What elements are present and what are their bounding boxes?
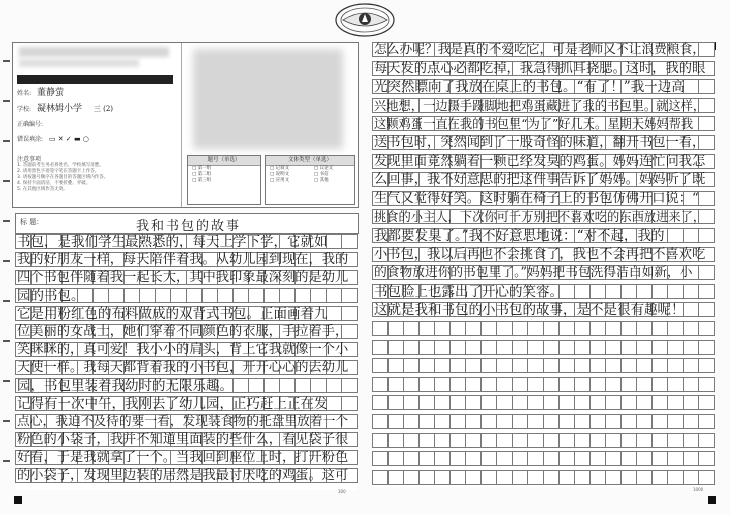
timing-mark (3, 420, 10, 422)
grid-cell (698, 340, 714, 355)
grid-cell (574, 358, 590, 373)
grid-cell (590, 414, 606, 429)
exam-id-panel (183, 43, 358, 207)
school-name: 凝林姆小学 (36, 104, 82, 114)
grid-cell (590, 451, 606, 466)
grid-cell (512, 321, 528, 336)
grid-cell (652, 395, 668, 410)
writing-grid-left (15, 234, 357, 490)
grid-cell (574, 340, 590, 355)
grid-cell (621, 358, 637, 373)
handwriting-line: 记得有一次中午，我刚去了幼儿园，正巧赶上正在发 (17, 396, 328, 412)
grid-cell (512, 433, 528, 448)
grid-cell (465, 340, 481, 355)
grid-cell (419, 395, 435, 410)
grid-cell (388, 340, 404, 355)
notice-title: 注意事项 (17, 156, 42, 163)
grid-cell (527, 340, 543, 355)
grid-cell (543, 395, 559, 410)
grid-cell (652, 321, 668, 336)
grid-cell (605, 321, 621, 336)
grid-cell (481, 451, 497, 466)
grid-cell (667, 358, 683, 373)
grid-cell (527, 358, 543, 373)
grid-cell (698, 451, 714, 466)
grid-cell (574, 395, 590, 410)
handwriting-line: 园，书包里装着我幼时的无限乐趣。 (17, 378, 233, 394)
grid-cell (403, 377, 419, 392)
student-info-box (12, 42, 359, 208)
handwriting-line: 这就是我和书包的小书包的故事，是不是很有趣呢！ (374, 302, 685, 319)
grid-cell (388, 470, 404, 485)
grid-cell (481, 377, 497, 392)
page-counter: 300 (338, 489, 346, 494)
grid-cell (403, 395, 419, 410)
grid-cell (574, 377, 590, 392)
writing-grid-right (372, 42, 714, 487)
handwriting-line: 园的书包。 (17, 288, 85, 304)
grid-cell (419, 433, 435, 448)
timing-mark (3, 140, 10, 142)
handwriting-line: 书包，是我们学生最熟悉的，每天上学下学，它就如 (17, 234, 328, 250)
grid-cell (698, 470, 714, 485)
grid-cell (419, 470, 435, 485)
group-option[interactable]: □ 第二组 (192, 172, 212, 177)
handwriting-line: 挑食的小主人，下次你可千万别把不喜欢吃的东西放进来了， (374, 210, 706, 225)
grid-cell (419, 451, 435, 466)
handwriting-line: 这颗鸡蛋一直在我的书包里“为了”好几天。星期天妈妈帮我 (374, 117, 694, 132)
grid-cell (543, 377, 559, 392)
handwriting-line: 四个书包伴随着我一起长大，其中我印象最深刻的是幼儿 (17, 270, 349, 285)
wrong-fill-row (17, 133, 89, 145)
grid-cell (434, 414, 450, 429)
student-info-panel (13, 43, 182, 207)
grid-cell (559, 340, 575, 355)
grid-cell (450, 321, 466, 336)
grid-cell (403, 470, 419, 485)
grid-cell (450, 395, 466, 410)
handwriting-line: 粉色的小袋子，我并不知道里面装的些什么，看见袋子很 (17, 432, 349, 447)
grid-cell (605, 377, 621, 392)
grid-cell (512, 451, 528, 466)
grid-cell (667, 340, 683, 355)
grid-cell (465, 377, 481, 392)
grid-cell (419, 414, 435, 429)
grid-cell (434, 321, 450, 336)
grid-cell (590, 470, 606, 485)
registration-mark (708, 496, 716, 504)
grid-cell (527, 414, 543, 429)
barcode-strip (17, 75, 173, 84)
grid-cell (450, 451, 466, 466)
grid-cell (543, 470, 559, 485)
name-label: 姓名: (17, 90, 32, 97)
grid-cell (559, 414, 575, 429)
grid-cell (403, 340, 419, 355)
grid-cell (496, 451, 512, 466)
grid-cell (605, 414, 621, 429)
handwriting-line: 我的好朋友一样，每天陪伴着我。从幼儿园到现在，我的 (17, 252, 349, 267)
grid-cell (465, 433, 481, 448)
timing-mark (3, 380, 10, 382)
grid-cell (403, 451, 419, 466)
grid-cell (450, 470, 466, 485)
grid-cell (590, 377, 606, 392)
timing-mark (3, 260, 10, 262)
school-emblem-icon (335, 2, 395, 38)
handwriting-line: 天使一样。我每天都背着我的小书包，开开心心的去幼儿 (17, 360, 349, 375)
grid-cell (667, 395, 683, 410)
grid-cell (450, 414, 466, 429)
school-label: 学校: (17, 106, 32, 113)
grid-cell (574, 470, 590, 485)
handwriting-line: 位美丽的女战士，她们穿着不同颜色的衣服，手拉着手， (17, 324, 349, 339)
notice-line: 4. 保持卡面清洁，不要折叠、弄破。 (17, 181, 91, 186)
grid-cell (388, 433, 404, 448)
grid-cell (667, 321, 683, 336)
grid-cell (590, 395, 606, 410)
grid-cell (481, 433, 497, 448)
grid-cell (621, 321, 637, 336)
grid-cell (574, 321, 590, 336)
grid-cell (496, 470, 512, 485)
handwriting-line: 送书包时，突然闻到了一股奇怪的味道，翻开书包一看， (374, 135, 706, 150)
group-option[interactable]: □ 第三组 (192, 178, 212, 183)
handwriting-line: 小书包，我以后再也不会挑食了，我也不会再把不喜欢吃 (374, 246, 706, 262)
grid-cell (683, 433, 699, 448)
grid-cell (559, 451, 575, 466)
grid-cell (667, 433, 683, 448)
genre-option[interactable]: □ 议论文 (314, 166, 334, 171)
grid-cell (636, 377, 652, 392)
grid-cell (652, 433, 668, 448)
redacted-area (19, 59, 139, 67)
grid-cell (450, 358, 466, 373)
handwriting-line: 笑眯眯的，真可爱！我小小的肩头，背上它我就像一个小 (17, 342, 349, 357)
student-name: 董静萤 (36, 88, 64, 98)
grid-cell (512, 470, 528, 485)
page-counter: 1000 (693, 487, 704, 492)
grid-cell (434, 433, 450, 448)
school-row (17, 103, 113, 115)
grid-cell (372, 358, 388, 373)
handwriting-line: 好看，于是我就拿了一个。当我回到座位上时，打开粉色 (17, 450, 349, 465)
grid-cell (372, 433, 388, 448)
group-option[interactable]: □ 第一组 (192, 166, 212, 171)
grid-cell (434, 358, 450, 373)
grid-cell (667, 414, 683, 429)
grid-cell (667, 451, 683, 466)
grid-cell (543, 358, 559, 373)
handwriting-line: 点心，我迫不及待的要一看，发现装食物的托盘里放着一个 (17, 414, 349, 429)
timing-mark (3, 60, 10, 62)
grid-cell (481, 340, 497, 355)
grid-cell (683, 377, 699, 392)
genre-option[interactable]: □ 书信 (314, 172, 329, 177)
grid-cell (621, 414, 637, 429)
genre-option[interactable]: □ 其他 (314, 178, 329, 183)
grid-cell (636, 433, 652, 448)
grid-cell (652, 451, 668, 466)
essay-title: 我和书包的故事 (136, 219, 242, 234)
grid-cell (605, 358, 621, 373)
grid-cell (512, 395, 528, 410)
class-value: 三 (2) (93, 105, 114, 113)
handwriting-line: 每天发的点心必都吃掉，我急得抓耳挠腮。这时，我的眼 (374, 60, 706, 76)
handwriting-line: 的小袋子，发现里边装的居然是我最讨厌吃的鸡蛋。这可 (17, 468, 349, 483)
grid-cell (403, 433, 419, 448)
grid-cell (527, 433, 543, 448)
grid-cell (605, 395, 621, 410)
fill-example-icon: ▭ ✕ ✓ ▬ ○ (48, 135, 89, 143)
genre-selector-title: 文体类型（单选） (266, 156, 354, 166)
grid-cell (481, 414, 497, 429)
grid-cell (372, 395, 388, 410)
notice-line: 5. 在其他区域作答无效。 (17, 187, 68, 192)
grid-cell (605, 433, 621, 448)
handwriting-line: 它是用粉红色的布料做成的双背式书包。正面画着九 (17, 306, 328, 322)
handwriting-line: 兴地想，一边蹑手蹑脚地把鸡蛋藏进了我的书包里。就这样， (374, 98, 706, 113)
grid-cell (434, 470, 450, 485)
grid-cell (621, 470, 637, 485)
grid-cell (621, 377, 637, 392)
grid-cell (496, 340, 512, 355)
grid-cell (683, 470, 699, 485)
grid-cell (698, 358, 714, 373)
grid-cell (590, 340, 606, 355)
grid-cell (465, 321, 481, 336)
grid-cell (683, 451, 699, 466)
grid-cell (621, 451, 637, 466)
grid-cell (698, 321, 714, 336)
group-selector-title: 题号（单选） (188, 156, 260, 166)
grid-cell (403, 414, 419, 429)
grid-cell (465, 414, 481, 429)
grid-cell (543, 414, 559, 429)
grid-cell (574, 433, 590, 448)
grid-cell (403, 321, 419, 336)
registration-mark (14, 496, 22, 504)
grid-cell (419, 321, 435, 336)
timing-mark (3, 460, 10, 462)
grid-cell (698, 395, 714, 410)
grid-cell (652, 377, 668, 392)
grid-cell (605, 340, 621, 355)
grid-cell (496, 358, 512, 373)
notice-line: 1. 答题前考生务必将姓名、学校填写清楚。 (17, 163, 104, 168)
grid-cell (667, 377, 683, 392)
grid-cell (636, 451, 652, 466)
grid-cell (559, 395, 575, 410)
grid-cell (481, 395, 497, 410)
grid-cell (481, 358, 497, 373)
redacted-area (193, 49, 343, 149)
handwriting-line: 怎么办呢？我是真的不爱吃它，可是老师又不让浪费粮食， (374, 42, 706, 57)
grid-cell (683, 395, 699, 410)
group-selector (187, 155, 261, 205)
timing-mark (3, 220, 10, 222)
grid-cell (683, 414, 699, 429)
grid-cell (683, 340, 699, 355)
grid-cell (590, 358, 606, 373)
grid-cell (450, 433, 466, 448)
grid-cell (372, 321, 388, 336)
grid-cell (419, 340, 435, 355)
grid-cell (574, 414, 590, 429)
grid-cell (419, 358, 435, 373)
grid-cell (403, 358, 419, 373)
notice-section (17, 157, 177, 193)
grid-cell (527, 451, 543, 466)
grid-cell (683, 321, 699, 336)
grid-cell (450, 340, 466, 355)
timing-mark (3, 340, 10, 342)
exam-number-row (17, 119, 43, 131)
grid-cell (559, 377, 575, 392)
exam-number-label: 正确编号: (17, 121, 44, 128)
grid-cell (434, 340, 450, 355)
handwriting-line: 么回事，我不好意思的把这件事告诉了妈妈。妈妈听了既 (374, 172, 706, 188)
grid-cell (388, 395, 404, 410)
grid-cell (543, 340, 559, 355)
grid-cell (434, 395, 450, 410)
timing-mark (3, 100, 10, 102)
grid-cell (527, 377, 543, 392)
handwriting-line: 的食物放进你的书包里了。”妈妈把书包洗得洁白如新，小 (374, 265, 693, 281)
notice-line: 2. 请用黑色字迹签字笔在答题卡上作答。 (17, 169, 100, 174)
grid-cell (481, 321, 497, 336)
grid-cell (621, 395, 637, 410)
grid-cell (667, 470, 683, 485)
grid-cell (605, 451, 621, 466)
grid-cell (559, 470, 575, 485)
grid-cell (652, 414, 668, 429)
name-row (17, 87, 64, 99)
grid-cell (512, 358, 528, 373)
grid-cell (372, 470, 388, 485)
grid-cell (372, 451, 388, 466)
grid-cell (465, 470, 481, 485)
grid-cell (621, 340, 637, 355)
grid-cell (465, 395, 481, 410)
handwriting-line: 我都要发臭了。”我不好意思地说：“对不起，我的 (374, 228, 665, 244)
grid-cell (434, 377, 450, 392)
grid-cell (450, 377, 466, 392)
grid-cell (496, 395, 512, 410)
handwriting-line: 光突然瞟向了我放在桌上的书包。“有了！”我一边高 (374, 79, 685, 96)
genre-option[interactable]: □ 应用文 (270, 178, 290, 183)
grid-cell (512, 340, 528, 355)
grid-cell (698, 414, 714, 429)
grid-cell (698, 377, 714, 392)
grid-cell (559, 358, 575, 373)
grid-cell (543, 451, 559, 466)
grid-cell (636, 395, 652, 410)
notice-line: 3. 请按题号顺序在各题目的答题区域内作答。 (17, 175, 109, 180)
grid-cell (574, 451, 590, 466)
grid-cell (388, 321, 404, 336)
grid-cell (527, 395, 543, 410)
grid-cell (372, 377, 388, 392)
grid-cell (698, 433, 714, 448)
genre-options (266, 166, 354, 184)
handwriting-line: 发现里面竟然躺着一颗已经发臭的鸡蛋。妈妈连忙问我怎 (374, 153, 706, 169)
grid-cell (419, 377, 435, 392)
grid-cell (543, 321, 559, 336)
timing-mark (3, 300, 10, 302)
grid-cell (434, 451, 450, 466)
grid-cell (652, 470, 668, 485)
grid-cell (636, 340, 652, 355)
grid-cell (652, 358, 668, 373)
grid-cell (481, 470, 497, 485)
grid-cell (388, 414, 404, 429)
grid-cell (636, 358, 652, 373)
grid-cell (543, 433, 559, 448)
grid-cell (605, 470, 621, 485)
grid-cell (512, 414, 528, 429)
grid-cell (527, 470, 543, 485)
grid-cell (590, 433, 606, 448)
grid-cell (496, 377, 512, 392)
grid-cell (652, 340, 668, 355)
grid-cell (465, 451, 481, 466)
genre-option[interactable]: □ 说明文 (270, 172, 290, 177)
grid-cell (559, 433, 575, 448)
genre-selector (265, 155, 355, 205)
timing-mark (3, 180, 10, 182)
handwriting-line: 书包脸上也露出了开心的笑容。 (374, 283, 563, 300)
wrong-fill-label: 错误填涂: (17, 136, 44, 143)
grid-cell (388, 358, 404, 373)
grid-cell (496, 433, 512, 448)
grid-cell (388, 451, 404, 466)
grid-cell (512, 377, 528, 392)
title-label: 标 题： (20, 218, 44, 226)
grid-cell (372, 414, 388, 429)
grid-cell (621, 433, 637, 448)
essay-title-box (15, 213, 359, 234)
grid-cell (388, 377, 404, 392)
handwriting-line: 生气又觉得好笑。这时躺在椅子上的书包仿佛开口说：“ (374, 190, 699, 206)
grid-cell (636, 414, 652, 429)
grid-cell (636, 321, 652, 336)
grid-cell (465, 358, 481, 373)
grid-cell (372, 340, 388, 355)
grid-cell (559, 321, 575, 336)
grid-cell (496, 414, 512, 429)
grid-cell (683, 358, 699, 373)
redacted-area (19, 47, 169, 57)
grid-cell (590, 321, 606, 336)
grid-cell (636, 470, 652, 485)
grid-cell (496, 321, 512, 336)
grid-cell (527, 321, 543, 336)
genre-option[interactable]: □ 记叙文 (270, 166, 290, 171)
